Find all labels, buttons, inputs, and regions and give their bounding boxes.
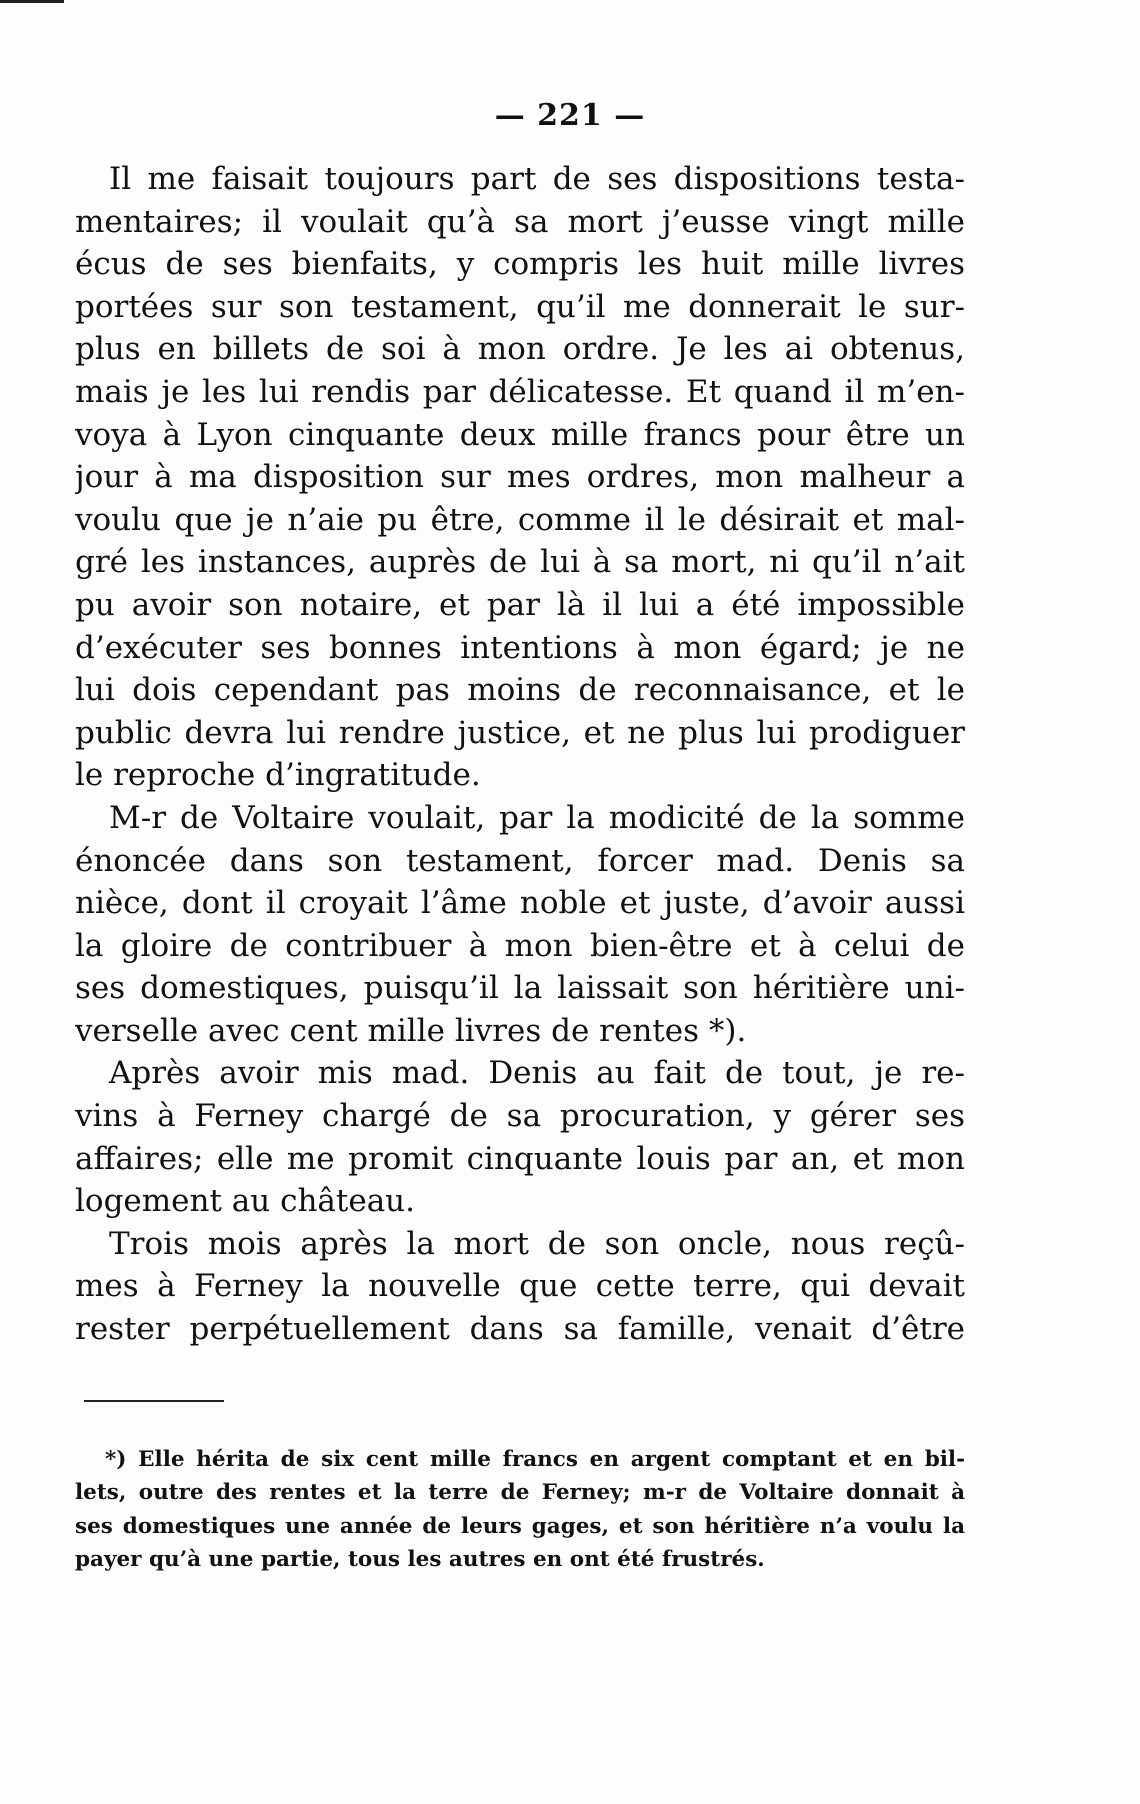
text-line: le reproche d’ingratitude.	[75, 757, 481, 794]
text-line: mais je les lui rendis par délicatesse. Et quand il m’en-	[75, 373, 965, 410]
text-line: affaires; elle me promit cinquante louis par an, et mon	[75, 1140, 965, 1177]
scan-edge-mark	[0, 0, 64, 3]
text-line: public devra lui rendre justice, et ne plus lui prodiguer	[75, 714, 965, 751]
text-line: voulu que je n’aie pu être, comme il le désirait et mal-	[75, 501, 965, 538]
text-line: ses domestiques, puisqu’il la laissait son héritière uni-	[75, 970, 965, 1007]
page-number: — 221 —	[494, 98, 646, 133]
text-line: verselle avec cent mille livres de rentes *).	[75, 1012, 747, 1049]
text-line: lui dois cependant pas moins de reconnaisance, et le	[75, 672, 965, 709]
text-line: Après avoir mis mad. Denis au fait de tout, je re-	[109, 1055, 965, 1092]
footnote	[75, 1443, 965, 1577]
footnote-line: lets, outre des rentes et la terre de Ferney; m-r de Voltaire donnait à	[75, 1480, 965, 1506]
text-line: portées sur son testament, qu’il me donnerait le sur-	[75, 288, 965, 325]
text-line: écus de ses bienfaits, y compris les huit mille livres	[75, 246, 965, 283]
text-line: mentaires; il voulait qu’à sa mort j’eusse vingt mille	[75, 203, 965, 240]
text-line: pu avoir son notaire, et par là il lui a été impossible	[75, 586, 965, 623]
text-line: la gloire de contribuer à mon bien-être et à celui de	[75, 927, 965, 964]
footnote-line: ses domestiques une année de leurs gages, et son héritière n’a voulu la	[75, 1513, 965, 1539]
text-line: Trois mois après la mort de son oncle, nous reçû-	[109, 1225, 965, 1262]
footnote-line: *) Elle hérita de six cent mille francs en argent comptant et en bil-	[105, 1447, 965, 1472]
text-line: d’exécuter ses bonnes intentions à mon égard; je ne	[75, 629, 965, 666]
text-line: vins à Ferney chargé de sa procuration, y gérer ses	[75, 1098, 965, 1135]
text-line: mes à Ferney la nouvelle que cette terre, qui devait	[75, 1268, 965, 1305]
text-line: énoncée dans son testament, forcer mad. Denis sa	[75, 842, 965, 879]
body-text	[75, 158, 965, 1351]
text-line: rester perpétuellement dans sa famille, venait d’être	[75, 1311, 965, 1348]
text-line: Il me faisait toujours part de ses dispositions testa-	[109, 161, 965, 197]
footnote-separator	[84, 1400, 224, 1402]
footnote-line: payer qu’à une partie, tous les autres en ont été frustrés.	[75, 1547, 765, 1573]
text-line: logement au château.	[75, 1183, 416, 1220]
text-line: voya à Lyon cinquante deux mille francs pour être un	[75, 416, 965, 453]
text-line: plus en billets de soi à mon ordre. Je les ai obtenus,	[75, 331, 965, 368]
text-line: M-r de Voltaire voulait, par la modicité de la somme	[109, 799, 965, 836]
text-line: gré les instances, auprès de lui à sa mort, ni qu’il n’ait	[75, 544, 965, 581]
text-line: jour à ma disposition sur mes ordres, mon malheur a	[75, 459, 965, 496]
text-line: nièce, dont il croyait l’âme noble et juste, d’avoir aussi	[75, 885, 965, 922]
